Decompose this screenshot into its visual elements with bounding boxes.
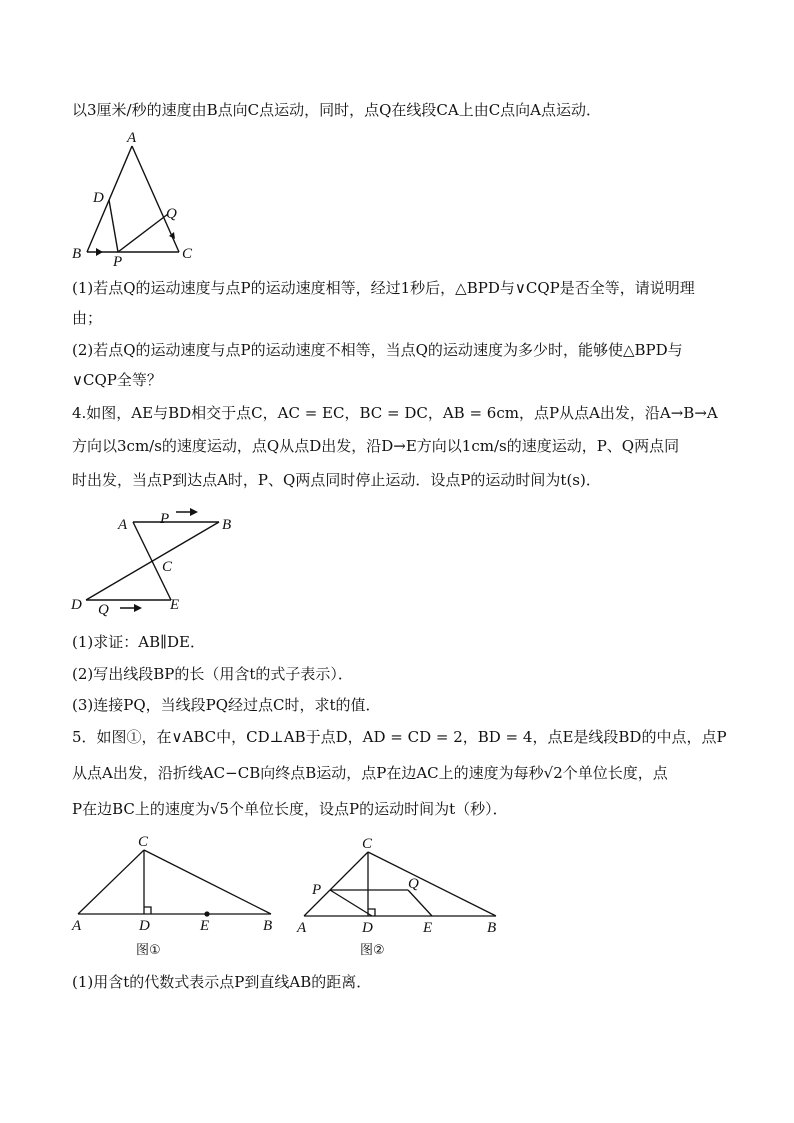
p5-line2: 从点A出发，沿折线AC−CB向终点B运动，点P在边AC上的速度为每秒√2个单位长度，点 (72, 764, 668, 782)
label-a: A (297, 920, 307, 936)
label-d: D (139, 918, 150, 934)
p3-q2-line2: ∨CQP全等？ (72, 371, 162, 389)
point-e-dot (204, 911, 209, 916)
p4-line2: 方向以3cm/s的速度运动，点Q从点D出发，沿D→E方向以1cm/s的速度运动，P、Q两点同 (72, 437, 680, 455)
p-direction-arrow (96, 248, 103, 256)
p4-sub2: (2)写出线段BP的长（用含t的式子表示）． (72, 665, 353, 683)
p3-figure (66, 128, 206, 268)
p4-sub3: (3)连接PQ，当线段PQ经过点C时，求t的值． (72, 696, 381, 714)
label-q: Q (408, 876, 419, 892)
p-arrow-icon (190, 508, 198, 516)
label-b: B (72, 246, 82, 262)
p3-q2-line1: (2)若点Q的运动速度与点P的运动速度不相等，当点Q的运动速度为多少时，能够使△BPD与 (72, 341, 683, 359)
label-c: C (182, 246, 193, 262)
label-d: D (71, 597, 82, 613)
label-p: P (113, 254, 123, 268)
label-b: B (222, 517, 232, 533)
p3-q1-line1: (1)若点Q的运动速度与点P的运动速度相等，经过1秒后，△BPD与∨CQP是否全等，请说明理 (72, 279, 695, 297)
label-c: C (138, 834, 149, 850)
label-p: P (160, 511, 170, 527)
p5-sub1: (1)用含t的代数式表示点P到直线AB的距离． (72, 973, 372, 991)
label-d: D (93, 190, 104, 206)
label-e: E (200, 918, 210, 934)
label-a: A (72, 918, 82, 934)
p4-line3: 时出发，当点P到达点A时，P、Q两点同时停止运动．设点P的运动时间为t(s)． (72, 471, 601, 489)
p5-line3: P在边BC上的速度为√5个单位长度，设点P的运动时间为t（秒）． (72, 800, 508, 818)
label-a: A (127, 130, 137, 146)
q-arrow-icon (134, 604, 142, 612)
figure-1-caption: 图① (136, 943, 161, 958)
p4-sub1: (1)求证：AB∥DE． (72, 633, 206, 651)
label-c: C (362, 836, 373, 852)
label-c: C (162, 559, 173, 575)
p5-figure-1 (66, 830, 286, 960)
p4-figure (66, 505, 246, 620)
p3-q1-line2: 由； (72, 309, 103, 327)
label-d: D (362, 920, 373, 936)
label-q: Q (166, 206, 177, 222)
p3-intro: 以3厘米/秒的速度由B点向C点运动，同时，点Q在线段CA上由C点向A点运动． (72, 101, 602, 119)
label-a: A (118, 517, 128, 533)
p5-figure-2 (290, 830, 510, 960)
label-b: B (263, 918, 273, 934)
label-e: E (170, 597, 180, 613)
p5-line1: 5．如图①，在∨ABC中，CD⊥AB于点D，AD = CD = 2，BD = 4，点E是线段BD的中点，点P (72, 728, 727, 746)
label-q: Q (98, 602, 109, 618)
label-p: P (312, 882, 322, 898)
label-b: B (487, 920, 497, 936)
figure-2-caption: 图② (360, 943, 385, 958)
p4-line1: 4.如图，AE与BD相交于点C，AC = EC，BC = DC，AB = 6cm，点P从点A出发，沿A→B→A (72, 404, 718, 422)
label-e: E (423, 920, 433, 936)
